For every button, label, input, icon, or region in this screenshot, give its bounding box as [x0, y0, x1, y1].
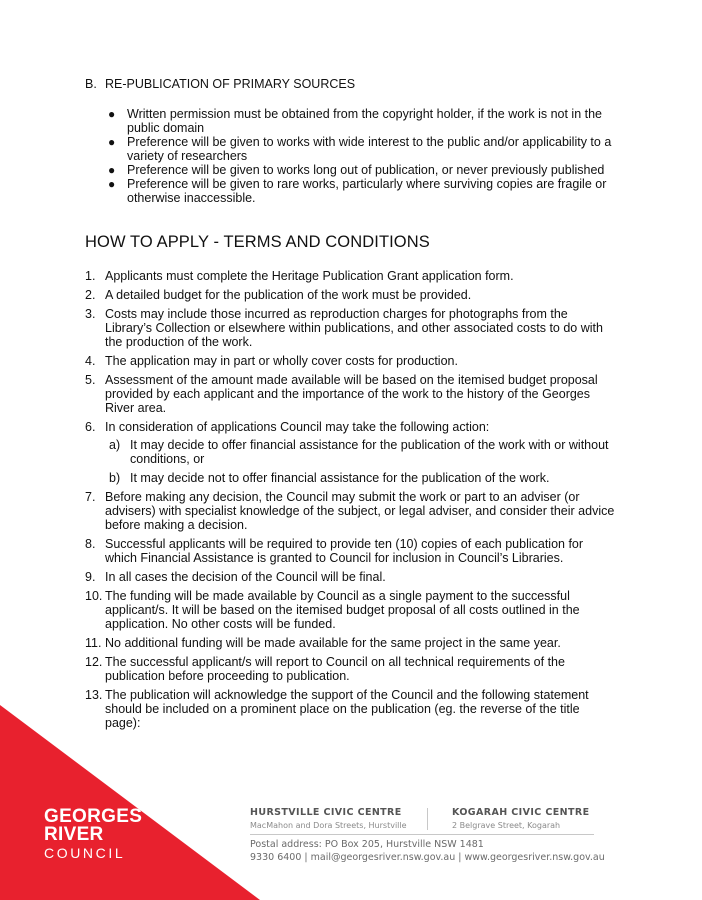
list-item: [108, 135, 613, 163]
footer-vertical-divider: [427, 808, 428, 830]
sub-list-item: [109, 438, 615, 466]
terms-list: [85, 269, 615, 735]
bullet-icon: ●: [108, 177, 116, 191]
item-number: 6.: [85, 420, 96, 434]
list-item: [85, 307, 615, 349]
item-number: 4.: [85, 354, 96, 368]
item-text: Before making any decision, the Council may submit the work or part to an adviser (or advisers) with specialist knowledge of the subject, or legal adviser, and consider their advice before making a decision.: [105, 490, 615, 532]
list-item: [85, 373, 615, 415]
council-logo: [44, 808, 142, 862]
sub-item-letter: b): [109, 471, 121, 485]
footer-horizontal-divider: [250, 834, 594, 835]
kogarah-title: KOGARAH CIVIC CENTRE: [452, 807, 590, 818]
list-item: [85, 589, 615, 631]
bullet-icon: ●: [108, 163, 116, 177]
contact-details: 9330 6400 | mail@georgesriver.nsw.gov.au | www.georgesriver.nsw.gov.au: [250, 852, 605, 863]
section-letter: B.: [85, 77, 97, 91]
item-number: 7.: [85, 490, 96, 504]
footer-red-triangle: [0, 705, 260, 900]
section-b-heading: [85, 77, 355, 91]
list-item: [85, 420, 615, 434]
logo-line-georges: GEORGES: [44, 806, 143, 827]
bullet-text: Preference will be given to rare works, particularly where surviving copies are fragile or otherwise inaccessible.: [127, 177, 607, 205]
item-number: 11.: [85, 636, 102, 650]
list-item: [85, 269, 615, 283]
list-item: [108, 107, 613, 135]
item-text: A detailed budget for the publication of the work must be provided.: [105, 288, 472, 302]
list-item: [85, 655, 615, 683]
item-number: 13.: [85, 688, 103, 702]
list-item: [85, 354, 615, 368]
bullet-list: [108, 107, 613, 205]
sub-item-text: It may decide not to offer financial assistance for the publication of the work.: [130, 471, 550, 485]
item-number: 3.: [85, 307, 96, 321]
item-number: 1.: [85, 269, 96, 283]
item-text: Applicants must complete the Heritage Publication Grant application form.: [105, 269, 514, 283]
item-text: Successful applicants will be required to provide ten (10) copies of each publication for which Financial Assistance is granted to Council for inclusion in Council’s Libraries.: [105, 537, 584, 565]
list-item: [85, 570, 615, 584]
item-text: In consideration of applications Council may take the following action:: [105, 420, 490, 434]
terms-heading: HOW TO APPLY - TERMS AND CONDITIONS: [85, 233, 430, 251]
list-item: [85, 537, 615, 565]
hurstville-address: MacMahon and Dora Streets, Hurstville: [250, 821, 407, 830]
list-item: [108, 177, 613, 205]
kogarah-address: 2 Belgrave Street, Kogarah: [452, 821, 561, 830]
bullet-icon: ●: [108, 107, 116, 121]
item-text: In all cases the decision of the Council will be final.: [105, 570, 386, 584]
bullet-text: Written permission must be obtained from the copyright holder, if the work is not in the public domain: [127, 107, 602, 135]
bullet-text: Preference will be given to works with wide interest to the public and/or applicability to a variety of researchers: [127, 135, 612, 163]
item-text: The successful applicant/s will report to Council on all technical requirements of the publication before proceeding to publication.: [105, 655, 565, 683]
logo-line-council: COUNCIL: [44, 845, 126, 861]
bullet-text: Preference will be given to works long out of publication, or never previously published: [127, 163, 605, 177]
sub-list-item: [109, 471, 615, 485]
item-number: 8.: [85, 537, 96, 551]
list-item: [85, 288, 615, 302]
list-item: [85, 636, 615, 650]
item-number: 12.: [85, 655, 103, 669]
item-number: 2.: [85, 288, 96, 302]
hurstville-title: HURSTVILLE CIVIC CENTRE: [250, 807, 402, 818]
postal-address: Postal address: PO Box 205, Hurstville NSW 1481: [250, 839, 484, 850]
section-title: RE-PUBLICATION OF PRIMARY SOURCES: [105, 77, 356, 91]
item-text: The publication will acknowledge the support of the Council and the following statement should be included on a prominent place on the publication (eg. the reverse of the title page):: [105, 688, 589, 730]
sub-item-text: It may decide to offer financial assistance for the publication of the work with or without conditions, or: [130, 438, 609, 466]
list-item: [108, 163, 613, 177]
item-number: 9.: [85, 570, 96, 584]
item-text: The funding will be made available by Council as a single payment to the successful applicant/s. It will be based on the itemised budget proposal of all costs outlined in the application. No other costs will be funded.: [105, 589, 580, 631]
sub-item-letter: a): [109, 438, 121, 452]
bullet-icon: ●: [108, 135, 116, 149]
item-text: Costs may include those incurred as reproduction charges for photographs from the Library’s Collection or elsewhere within publications, and other associated costs to do with the production of the work.: [105, 307, 603, 349]
item-number: 10.: [85, 589, 103, 603]
item-text: No additional funding will be made available for the same project in the same year.: [105, 636, 561, 650]
brand-triangle-shape: [0, 705, 260, 900]
item-text: The application may in part or wholly cover costs for production.: [105, 354, 458, 368]
list-item: [85, 490, 615, 532]
item-number: 5.: [85, 373, 96, 387]
logo-line-river: RIVER: [44, 824, 104, 845]
item-text: Assessment of the amount made available will be based on the itemised budget proposal provided by each applicant and the importance of the work to the history of the Georges River area.: [105, 373, 598, 415]
